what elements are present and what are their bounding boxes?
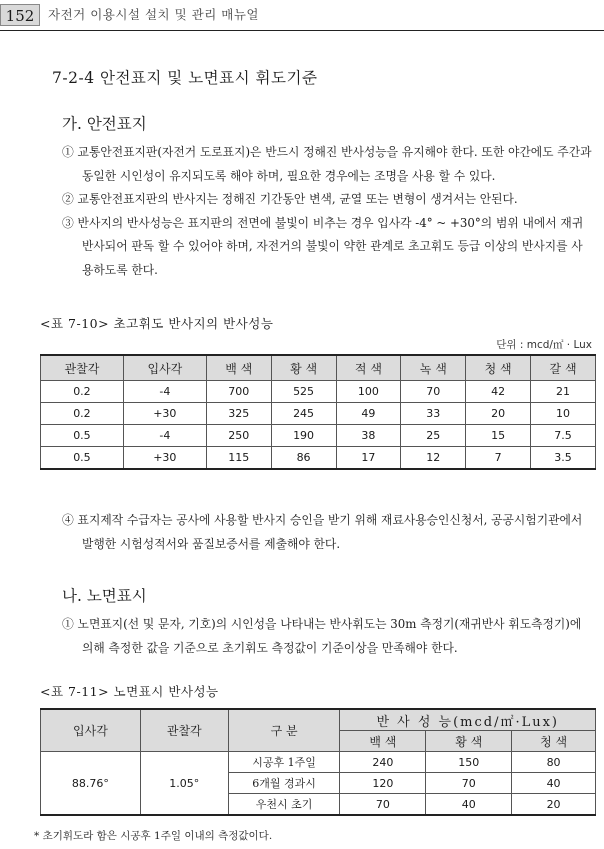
- table-cell: 시공후 1주일: [228, 752, 340, 773]
- table-cell: 245: [271, 403, 336, 425]
- col-header: 입사각: [123, 355, 206, 381]
- table-cell: 20: [466, 403, 531, 425]
- table-cell: 80: [512, 752, 596, 773]
- table-cell: +30: [123, 447, 206, 470]
- table-cell: -4: [123, 381, 206, 403]
- table-cell: 70: [340, 794, 426, 816]
- table-cell: -4: [123, 425, 206, 447]
- table-cell: 100: [336, 381, 401, 403]
- table-row: [41, 403, 596, 425]
- footnote: * 초기휘도라 함은 시공후 1주일 이내의 측정값이다.: [34, 830, 273, 842]
- table-cell: 우천시 초기: [228, 794, 340, 816]
- safety-item-3: ③ 반사지의 반사성능은 표지판의 전면에 불빛이 비추는 경우 입사각 -4° ~ +30°의 범위 내에서 재귀 반사되어 판독 할 수 있어야 하며, 자전거의 불빛이 약한 관계로 초고휘도 등급 이상의 반사지를 사용하도록 한다.: [62, 215, 584, 277]
- page-number: 152: [0, 4, 40, 26]
- subsection-title-safety-signs: 가. 안전표지: [62, 115, 147, 133]
- table-cell: 10: [531, 403, 596, 425]
- table-cell: +30: [123, 403, 206, 425]
- col-header: 반 사 성 능(mcd/㎡·Lux): [340, 709, 596, 731]
- table-cell: 25: [401, 425, 466, 447]
- col-header: 청 색: [466, 355, 531, 381]
- table-cell: 525: [271, 381, 336, 403]
- subsection-title-road-marking: 나. 노면표시: [62, 587, 147, 605]
- table-cell: 70: [426, 773, 512, 794]
- table-cell: 1.05°: [140, 752, 228, 816]
- table-cell: 40: [426, 794, 512, 816]
- table-cell: 240: [340, 752, 426, 773]
- col-header: 백 색: [340, 731, 426, 752]
- col-header: 갈 색: [531, 355, 596, 381]
- col-header: 적 색: [336, 355, 401, 381]
- col-header: 관찰각: [140, 709, 228, 752]
- col-header: 청 색: [512, 731, 596, 752]
- table-cell: 0.2: [41, 403, 124, 425]
- table-cell: 17: [336, 447, 401, 470]
- table-cell: 88.76°: [41, 752, 141, 816]
- table-cell: 12: [401, 447, 466, 470]
- table-cell: 115: [206, 447, 271, 470]
- table-cell: 38: [336, 425, 401, 447]
- item-4: ④ 표지제작 수급자는 공사에 사용할 반사지 승인을 받기 위해 재료사용승인신청서, 공공시험기관에서 발행한 시험성적서와 품질보증서를 제출해야 한다.: [62, 513, 583, 551]
- table1-caption: <표 7-10> 초고휘도 반사지의 반사성능: [40, 316, 274, 331]
- table-header-row: [41, 709, 596, 731]
- table-row: [41, 381, 596, 403]
- table-cell: 7.5: [531, 425, 596, 447]
- table-cell: 700: [206, 381, 271, 403]
- safety-item-2: ② 교통안전표지판의 반사지는 정해진 기간동안 변색, 균열 또는 변형이 생겨서는 안된다.: [62, 192, 518, 206]
- table-cell: 33: [401, 403, 466, 425]
- section-title: 7-2-4 안전표지 및 노면표시 휘도기준: [52, 69, 318, 87]
- table-cell: 250: [206, 425, 271, 447]
- reflectivity-table: [40, 354, 596, 470]
- col-header: 백 색: [206, 355, 271, 381]
- table-cell: 120: [340, 773, 426, 794]
- page-header: [0, 0, 604, 31]
- table-cell: 15: [466, 425, 531, 447]
- road-marking-paragraph: [62, 613, 592, 660]
- safety-sign-items: [62, 141, 592, 282]
- table-row: [41, 425, 596, 447]
- table2-caption: <표 7-11> 노면표시 반사성능: [40, 684, 219, 699]
- road-marking-table: [40, 708, 596, 816]
- item-4-paragraph: [62, 509, 592, 556]
- table-cell: 0.5: [41, 447, 124, 470]
- running-title: 자전거 이용시설 설치 및 관리 매뉴얼: [48, 7, 259, 22]
- table-header-row: [41, 355, 596, 381]
- table1-unit: 단위 : mcd/㎡ · Lux: [496, 339, 592, 351]
- road-marking-item-1: ① 노면표지(선 및 문자, 기호)의 시인성을 나타내는 반사휘도는 30m 측정기(재귀반사 휘도측정기)에 의해 측정한 값을 기준으로 초기휘도 측정값이 기준이상을 만족해야 한다.: [62, 617, 582, 655]
- table-cell: 150: [426, 752, 512, 773]
- table-cell: 6개월 경과시: [228, 773, 340, 794]
- table-cell: 49: [336, 403, 401, 425]
- table-cell: 42: [466, 381, 531, 403]
- col-header: 녹 색: [401, 355, 466, 381]
- table-cell: 70: [401, 381, 466, 403]
- table-cell: 40: [512, 773, 596, 794]
- table-row: [41, 447, 596, 470]
- table-cell: 86: [271, 447, 336, 470]
- table-cell: 3.5: [531, 447, 596, 470]
- table-cell: 325: [206, 403, 271, 425]
- safety-item-1: ① 교통안전표지판(자전거 도로표지)은 반드시 정해진 반사성능을 유지해야 한다. 또한 야간에도 주간과 동일한 시인성이 유지되도록 해야 하며, 필요한 경우에는 조명을 사용 할 수 있다.: [62, 145, 592, 183]
- col-header: 구 분: [228, 709, 340, 752]
- col-header: 관찰각: [41, 355, 124, 381]
- table-cell: 0.2: [41, 381, 124, 403]
- col-header: 입사각: [41, 709, 141, 752]
- col-header: 황 색: [426, 731, 512, 752]
- col-header: 황 색: [271, 355, 336, 381]
- table-row: [41, 752, 596, 773]
- table-cell: 0.5: [41, 425, 124, 447]
- table-cell: 20: [512, 794, 596, 816]
- table-cell: 7: [466, 447, 531, 470]
- table-cell: 190: [271, 425, 336, 447]
- table-cell: 21: [531, 381, 596, 403]
